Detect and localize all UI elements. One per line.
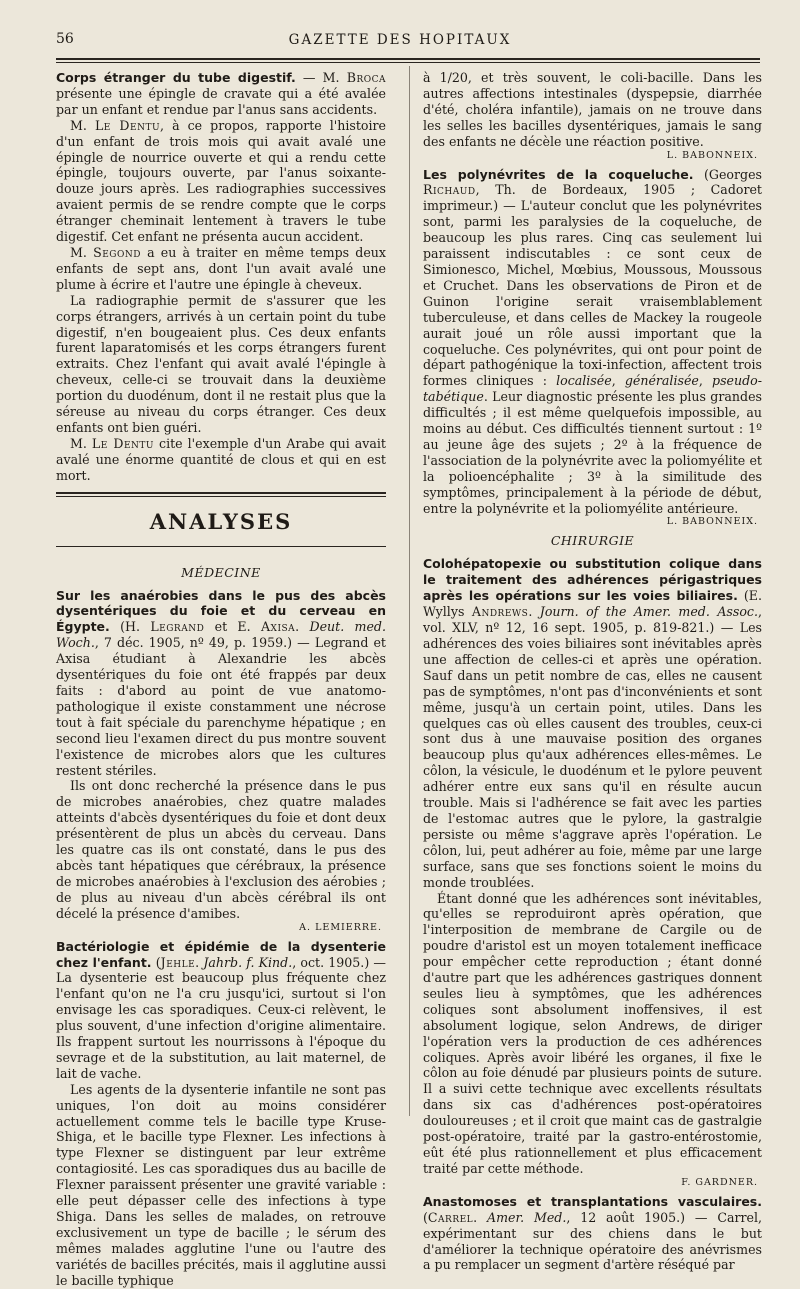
journal-reference: Journ. of the Amer. med. Assoc. xyxy=(539,604,758,620)
right-column xyxy=(423,70,762,1273)
article-title: Anastomoses et transplantations vasculaires. xyxy=(423,1193,762,1209)
header-rule-thin xyxy=(56,62,760,63)
author-name: Segond xyxy=(93,244,141,260)
article-title: Colohépatopexie ou substitution colique dans le traitement des adhérences périgastriques après les opérations sur les voies biliaires. xyxy=(423,556,762,604)
paragraph: M. Le Dentu, à ce propos, rapporte l'histoire d'un enfant de trois mois qui avait avalé une épingle de nourrice ouverte et qui a rendu cette épingle, toujours ouverte, par l'anus soixante-douze jours après. Les radiographies successives avaient permis de se rendre compte que le corps étranger cheminait lentement à travers le tube digestif. Cet enfant ne présenta aucun accident. xyxy=(56,117,387,245)
signature: L. BABONNEIX. xyxy=(666,149,758,161)
paragraph: à 1/20, et très souvent, le coli-bacille. Dans les autres affections intestinales (dyspepsie, diarrhée d'été, choléra infantile), jamais on ne trouve dans les selles les bacilles dysentériques, jamais le sang des enfants ne décèle une réaction positive. xyxy=(423,70,762,149)
article-colohepatopexie: Colohépatopexie ou substitution colique dans le traitement des adhérences périgastriques après les opérations sur les voies biliaires. (E. Wyllys Andrews. Journ. of the Amer. med. Assoc., vol. XLV, nº 12, 16 sept. 1905, p. 819-821.) — Les adhérences des voies biliaires sont inévitables après une affection de celles-ci et après une opération. Sauf dans un petit nombre de cas, elles ne causent pas de symptômes, n'ont pas d'inconvénients et sont même, jusqu'à un certain point, utiles. Dans les quelques cas où elles causent des troubles, ceux-ci sont dus à une mauvaise position des organes beaucoup plus qu'aux adhérences elles-mêmes. Le côlon, la vésicule, le duodénum et le pylore peuvent adhérer entre eux sans qu'il en résulte aucun trouble. Mais si l'adhérence se fait avec les parties de l'estomac autres que le pylore, la gastralgie persiste ou même s'aggrave après l'opération. Le côlon, lui, peut adhérer au foie, même par une large surface, sans que ses fonctions soient le moins du monde troublées. xyxy=(423,556,762,890)
section-rule-thin xyxy=(56,496,386,497)
header-rule xyxy=(56,58,760,60)
author-name: Le Dentu xyxy=(94,117,161,133)
subsection-title: MÉDECINE xyxy=(181,564,261,580)
journal-reference: Jahrb. f. Kind. xyxy=(203,954,293,970)
paragraph: Les agents de la dysenterie infantile ne sont pas uniques, l'on doit au moins considérer actuellement comme tels le bacille type Kruse-Shiga, et le bacille type Flexner. Les infections à type Flexner se distinguent par leur extrême contagiosité. Les cas sporadiques dus au bacille de Flexner paraissent présenter une gravité variable : elle peut dépasser celle des infections à type Shiga. Dans les selles de malades, on retrouve exclusivement un type de bacille ; le sérum des mêmes malades agglutine l'une ou l'autre des variétés de bacilles précités, mais il agglutine aussi le bacille typhique xyxy=(56,1081,386,1288)
article-dysenterie: Bactériologie et épidémie de la dysenterie chez l'enfant. (Jehle. Jahrb. f. Kind., oct. 1905.) — La dysenterie est beaucoup plus fréquente chez l'enfant qu'on ne l'a cru jusqu'ici, surtout si l'on envisage les cas sporadiques. Ceux-ci relèvent, le plus souvent, d'une infection d'origine alimentaire. Ils frappent surtout les nourrissons à l'époque du sevrage et de la substitution, au lait maternel, de lait de vache. xyxy=(56,938,386,1081)
column-divider xyxy=(409,66,410,1116)
signature: L. BABONNEIX. xyxy=(666,516,758,528)
left-column xyxy=(56,70,386,1289)
journal-reference: Deut. med. Woch. xyxy=(56,619,386,651)
signature: A. LEMIERRE. xyxy=(299,921,382,933)
section-title-rule xyxy=(56,546,386,547)
paragraph: Étant donné que les adhérences sont inévitables, qu'elles se reproduiront après opération, que l'interposition de membrane de Cargile ou de poudre d'aristol est un moyen totalement inefficace pour empêcher cette reproduction ; étant donné d'autre part que les adhérences gastriques donnent seules lieu à symptômes, que les adhérences coliques sont absolument inoffensives, il est absolument logique, selon Andrews, de diriger l'opération vers la production de ces adhérences coliques. Après avoir libéré les organes, il fixe le côlon au foie dénudé par plusieurs points de suture. Il a suivi cette technique avec excellents résultats dans six cas d'adhérences post-opératoires douloureuses ; et il croit que maint cas de gastralgie post-opératoire, traité par la gastro-entérostomie, eût été plus rationnellement et plus efficacement traité par cette méthode. xyxy=(423,890,762,1176)
section-rule xyxy=(56,492,386,494)
article-title: Corps étranger du tube digestif. xyxy=(56,70,296,85)
page-header xyxy=(0,28,800,52)
signature: F. GARDNER. xyxy=(681,1176,758,1188)
paragraph: La radiographie permit de s'assurer que les corps étrangers, arrivés à un certain point du tube digestif, n'en bougeaient plus. Ces deux enfants furent laparatomisés et les corps étrangers furent extraits. Chez l'enfant qui avait avalé l'épingle à cheveux, celle-ci se trouvait dans la deuxième portion du duodénum, dont il ne restait plus que la séreuse au niveau du corps étranger. Ces deux enfants ont bien guéri. xyxy=(56,292,386,435)
article-title: Sur les anaérobies dans le pus des abcès dysentériques du foie et du cerveau en Égypte. xyxy=(56,587,386,635)
paragraph: Ils ont donc recherché la présence dans le pus de microbes anaérobies, chez quatre malades atteints d'abcès dysentériques du foie et dont deux présentèrent de plus un abcès du cerveau. Dans les quatre cas ils ont constaté, dans le pus des abcès tant hépatiques que cérébraux, la présence de microbes anaérobies à l'exclusion des aérobies ; de plus au niveau d'un abcès cérébral ils ont décelé la présence d'amibes. xyxy=(56,778,386,921)
journal-reference: Amer. Med. xyxy=(487,1209,567,1225)
paragraph: M. Segond a eu à traiter en même temps deux enfants de sept ans, dont l'un avait avalé une plume à écrire et l'autre une épingle à cheveux. xyxy=(56,244,386,292)
journal-title: GAZETTE DES HOPITAUX xyxy=(288,32,512,48)
subsection-title: CHIRURGIE xyxy=(550,533,635,549)
author-name: Le Dentu xyxy=(91,435,155,451)
page-number: 56 xyxy=(56,31,74,47)
article-foreign-body: Corps étranger du tube digestif. — M. Broca présente une épingle de cravate qui a été avalée par un enfant et rendue par l'anus sans accidents. xyxy=(56,70,386,117)
article-anaerobies: Sur les anaérobies dans le pus des abcès dysentériques du foie et du cerveau en Égypte. (H. Legrand et E. Axisa. Deut. med. Woch., 7 déc. 1905, nº 49, p. 1959.) — Legrand et Axisa étudiant à Alexandrie les abcès dysentériques du foie ont été frappés par deux faits : d'abord au point de vue anatomo-pathologique il existe constamment une nécrose tout à fait spéciale du parenchyme hépatique ; en second lieu l'examen direct du pus montre souvent l'existence de microbes alors que les cultures restent stériles. xyxy=(56,587,386,778)
paragraph: M. Le Dentu cite l'exemple d'un Arabe qui avait avalé une énorme quantité de clous et qui en est mort. xyxy=(56,435,386,483)
author-name: Broca xyxy=(346,70,386,85)
article-title: Les polynévrites de la coqueluche. xyxy=(423,166,694,182)
article-anastomoses: Anastomoses et transplantations vasculaires. (Carrel. Amer. Med., 12 août 1905.) — Carrel, expérimentant sur des chiens dans le but d'améliorer la technique opératoire des anévrismes a pu remplacer un segment d'artère réséqué par xyxy=(423,1193,762,1273)
article-title: Bactériologie et épidémie de la dysenterie chez l'enfant. xyxy=(56,938,386,970)
section-title: ANALYSES xyxy=(149,508,293,534)
article-polynevrites: Les polynévrites de la coqueluche. (Georges Richaud, Th. de Bordeaux, 1905 ; Cadoret imprimeur.) — L'auteur conclut que les polynévrites sont, parmi les paralysies de la coqueluche, de beaucoup les plus rares. Cinq cas seulement lui paraissent indiscutables : ce sont ceux de Simionesco, Michel, Mœbius, Moussous, Moussous et Cruchet. Dans les observations de Piron et de Guinon l'origine serait vraisemblablement tuberculeuse, et dans celles de Mackey la rougeole aurait joué un rôle aussi important que la coqueluche. Ces polynévrites, qui ont pour point de départ pathogénique la toxi-infection, affectent trois formes cliniques : localisée, généralisée, pseudo-tabétique. Leur diagnostic présente les plus grandes difficultés ; il est même quelquefois impossible, au moins au début. Ces difficultés tiennent surtout : 1º au jeune âge des sujets ; 2º à la fréquence de l'association de la polynévrite avec la poliomyélite et la polioencéphalite ; 3º à la similitude des symptômes, principalement à la période de début, entre la polynévrite et la poliomyélite antérieure. xyxy=(423,166,763,516)
